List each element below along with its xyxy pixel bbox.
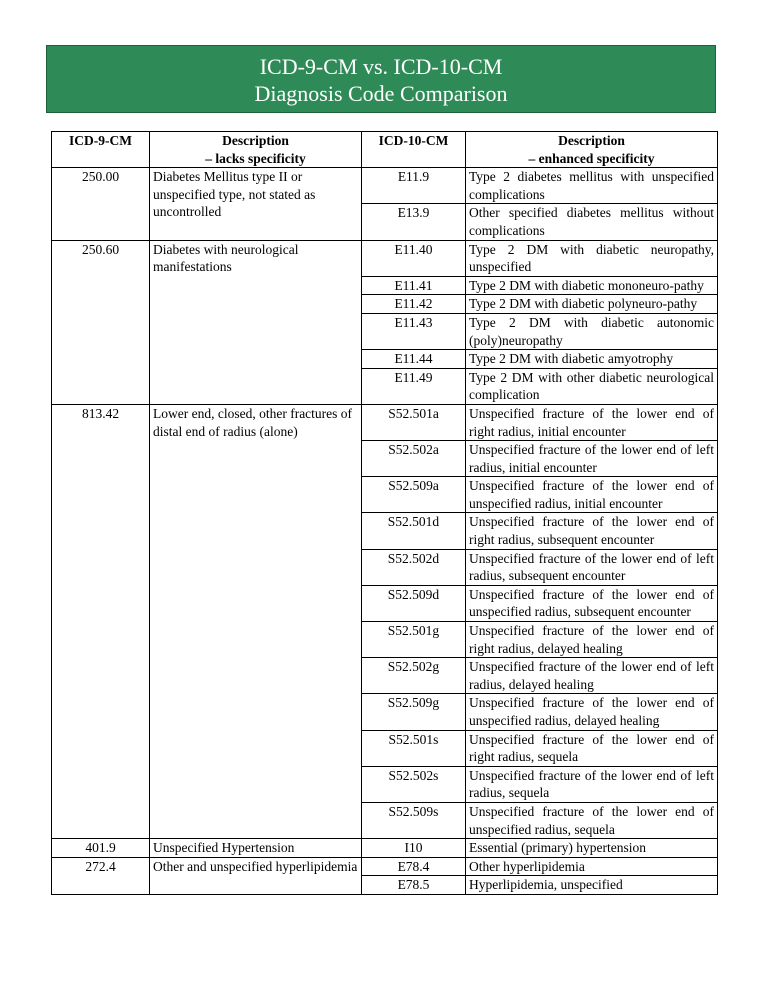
icd10-code-cell: S52.502d (362, 549, 466, 585)
icd10-description-cell: Type 2 DM with other diabetic neurological complication (466, 368, 718, 404)
icd10-description-cell: Unspecified fracture of the lower end of right radius, initial encounter (466, 404, 718, 440)
icd10-code-cell: E78.4 (362, 857, 466, 876)
icd9-code-cell: 250.00 (52, 168, 150, 240)
header-description-icd10-line1: Description (558, 133, 625, 148)
icd10-code-cell: E78.5 (362, 876, 466, 895)
header-icd9: ICD-9-CM (52, 132, 150, 168)
icd10-code-cell: E11.49 (362, 368, 466, 404)
icd10-description-cell: Type 2 diabetes mellitus with unspecified complications (466, 168, 718, 204)
icd9-code-cell: 813.42 (52, 404, 150, 838)
icd10-description-cell: Unspecified fracture of the lower end of right radius, subsequent encounter (466, 513, 718, 549)
header-icd10: ICD-10-CM (362, 132, 466, 168)
icd10-description-cell: Unspecified fracture of the lower end of left radius, subsequent encounter (466, 549, 718, 585)
icd10-code-cell: S52.501d (362, 513, 466, 549)
table-row (52, 839, 718, 858)
icd10-code-cell: E11.9 (362, 168, 466, 204)
icd10-description-cell: Type 2 DM with diabetic neuropathy, unspecified (466, 240, 718, 276)
icd10-code-cell: I10 (362, 839, 466, 858)
icd9-code-cell: 250.60 (52, 240, 150, 404)
icd9-code-cell: 401.9 (52, 839, 150, 858)
icd10-code-cell: E11.44 (362, 350, 466, 369)
icd10-code-cell: E11.40 (362, 240, 466, 276)
icd10-description-cell: Unspecified fracture of the lower end of left radius, delayed healing (466, 658, 718, 694)
table-row (52, 857, 718, 876)
icd10-code-cell: S52.502g (362, 658, 466, 694)
icd10-description-cell: Unspecified fracture of the lower end of right radius, sequela (466, 730, 718, 766)
icd10-code-cell: S52.509d (362, 585, 466, 621)
header-description-icd10-line2: – enhanced specificity (528, 150, 655, 166)
header-description-icd10 (466, 132, 718, 168)
icd10-description-cell: Unspecified fracture of the lower end of right radius, delayed healing (466, 622, 718, 658)
icd10-code-cell: S52.501a (362, 404, 466, 440)
icd9-description-cell: Unspecified Hypertension (150, 839, 362, 858)
icd9-description-cell: Diabetes Mellitus type II or unspecified type, not stated as uncontrolled (150, 168, 362, 240)
icd9-description-cell: Lower end, closed, other fractures of distal end of radius (alone) (150, 404, 362, 838)
icd10-code-cell: E13.9 (362, 204, 466, 240)
header-description-icd9-line1: Description (222, 133, 289, 148)
table-row (52, 404, 718, 440)
icd10-code-cell: E11.43 (362, 313, 466, 349)
icd10-description-cell: Unspecified fracture of the lower end of unspecified radius, delayed healing (466, 694, 718, 730)
icd9-description-cell: Diabetes with neurological manifestations (150, 240, 362, 404)
header-description-icd9-line2: – lacks specificity (205, 150, 306, 166)
icd10-code-cell: S52.501g (362, 622, 466, 658)
header-description-icd9 (150, 132, 362, 168)
page-title-line-2: Diagnosis Code Comparison (254, 81, 508, 106)
table-row (52, 240, 718, 276)
icd10-description-cell: Essential (primary) hypertension (466, 839, 718, 858)
table-header-row (52, 132, 718, 168)
icd10-code-cell: S52.502s (362, 766, 466, 802)
icd10-description-cell: Unspecified fracture of the lower end of unspecified radius, sequela (466, 802, 718, 838)
icd10-code-cell: S52.502a (362, 441, 466, 477)
icd10-description-cell: Type 2 DM with diabetic mononeuro-pathy (466, 276, 718, 295)
icd10-code-cell: S52.509g (362, 694, 466, 730)
icd10-code-cell: S52.501s (362, 730, 466, 766)
code-comparison-table (51, 131, 718, 895)
icd10-code-cell: S52.509s (362, 802, 466, 838)
icd10-description-cell: Unspecified fracture of the lower end of left radius, initial encounter (466, 441, 718, 477)
table-row (52, 168, 718, 204)
icd10-code-cell: E11.42 (362, 295, 466, 314)
icd10-description-cell: Type 2 DM with diabetic amyotrophy (466, 350, 718, 369)
icd10-description-cell: Unspecified fracture of the lower end of left radius, sequela (466, 766, 718, 802)
table-body (52, 168, 718, 895)
icd9-code-cell: 272.4 (52, 857, 150, 894)
icd10-code-cell: S52.509a (362, 477, 466, 513)
page-title-line-1: ICD-9-CM vs. ICD-10-CM (259, 54, 503, 79)
icd9-description-cell: Other and unspecified hyperlipidemia (150, 857, 362, 894)
icd10-description-cell: Other hyperlipidemia (466, 857, 718, 876)
icd10-code-cell: E11.41 (362, 276, 466, 295)
icd10-description-cell: Unspecified fracture of the lower end of unspecified radius, initial encounter (466, 477, 718, 513)
title-banner (46, 45, 716, 113)
icd10-description-cell: Type 2 DM with diabetic autonomic (poly)neuropathy (466, 313, 718, 349)
icd10-description-cell: Hyperlipidemia, unspecified (466, 876, 718, 895)
icd10-description-cell: Other specified diabetes mellitus without complications (466, 204, 718, 240)
icd10-description-cell: Type 2 DM with diabetic polyneuro-pathy (466, 295, 718, 314)
icd10-description-cell: Unspecified fracture of the lower end of unspecified radius, subsequent encounter (466, 585, 718, 621)
